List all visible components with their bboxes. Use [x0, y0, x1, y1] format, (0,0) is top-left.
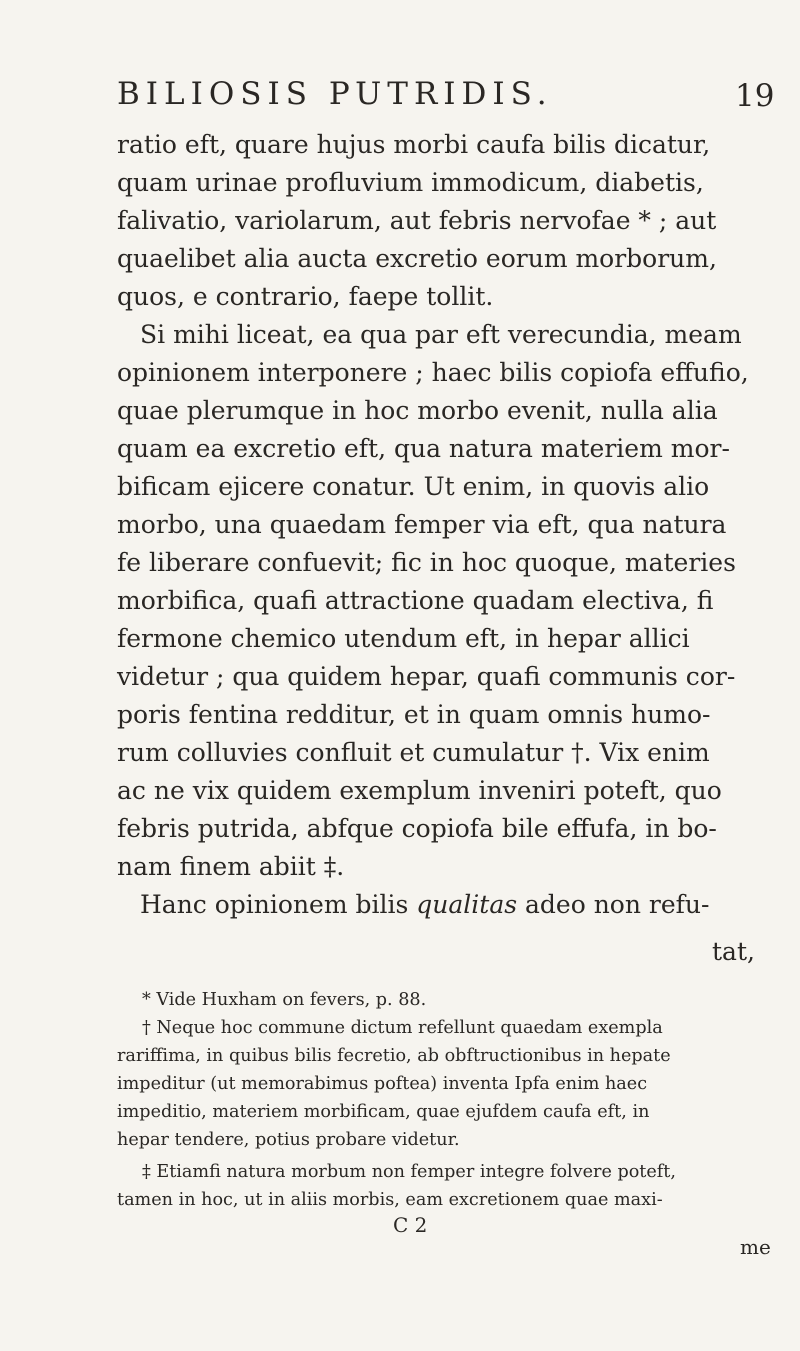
body-line: febris putrida, abfque copiofa bile effufa, in bo- [117, 814, 717, 843]
body-line: poris fentina redditur, et in quam omnis humo- [117, 700, 711, 729]
footnote-line: rariffima, in quibus bilis fecretio, ab obftructionibus in hepate [117, 1046, 671, 1066]
page-number: 19 [735, 78, 775, 114]
body-line: bificam ejicere conatur. Ut enim, in quovis alio [117, 472, 710, 501]
body-line: fe liberare confuevit; fic in hoc quoque, materies [117, 548, 736, 577]
footnote-line: impeditur (ut memorabimus poftea) inventa Ipfa enim haec [117, 1074, 648, 1094]
body-line: quos, e contrario, faepe tollit. [117, 282, 494, 311]
hanc-end: adeo non refu- [517, 890, 710, 919]
body-line: ac ne vix quidem exemplum inveniri poteft, quo [117, 776, 722, 805]
body-line: morbo, una quaedam femper via eft, qua natura [117, 510, 727, 539]
catchword: tat, [712, 937, 755, 966]
body-line: quam ea excretio eft, qua natura materiem mor- [117, 434, 730, 463]
paragraph-hanc [140, 886, 779, 924]
footnote-line: hepar tendere, potius probare videtur. [117, 1130, 460, 1150]
body-line: falivatio, variolarum, aut febris nervofae * ; aut [117, 206, 717, 235]
body-line: ratio eft, quare hujus morbi caufa bilis dicatur, [117, 130, 711, 159]
footer-catchword: me [740, 1235, 771, 1259]
body-line: videtur ; qua quidem hepar, quafi communis cor- [117, 662, 736, 691]
body-line: quae plerumque in hoc morbo evenit, nulla alia [117, 396, 718, 425]
running-head-title: BILIOSIS PUTRIDIS. [117, 76, 553, 112]
italic-word: qualitas [416, 890, 518, 919]
body-line: Si mihi liceat, ea qua par eft verecundia, meam [140, 320, 742, 349]
footnote-line: tamen in hoc, ut in aliis morbis, eam excretionem quae maxi- [117, 1190, 663, 1210]
signature-mark: C 2 [393, 1213, 428, 1237]
body-line: rum colluvies confluit et cumulatur †. Vix enim [117, 738, 710, 767]
footnote-line: † Neque hoc commune dictum refellunt quaedam exempla [142, 1018, 663, 1038]
footnote-line: ‡ Etiamfi natura morbum non femper integre folvere poteft, [142, 1162, 676, 1182]
body-line: opinionem interponere ; haec bilis copiofa effufio, [117, 358, 749, 387]
body-line: fermone chemico utendum eft, in hepar allici [117, 624, 690, 653]
footnote-line: * Vide Huxham on fevers, p. 88. [142, 990, 427, 1010]
body-line: quam urinae profluvium immodicum, diabetis, [117, 168, 704, 197]
body-line: quaelibet alia aucta excretio eorum morborum, [117, 244, 717, 273]
body-line: morbifica, quafi attractione quadam electiva, fi [117, 586, 714, 615]
body-line: nam finem abiit ‡. [117, 852, 345, 881]
running-head [117, 76, 777, 112]
hanc-start: Hanc opinionem bilis [140, 890, 417, 919]
footnote-line: impeditio, materiem morbificam, quae ejufdem caufa eft, in [117, 1102, 650, 1122]
